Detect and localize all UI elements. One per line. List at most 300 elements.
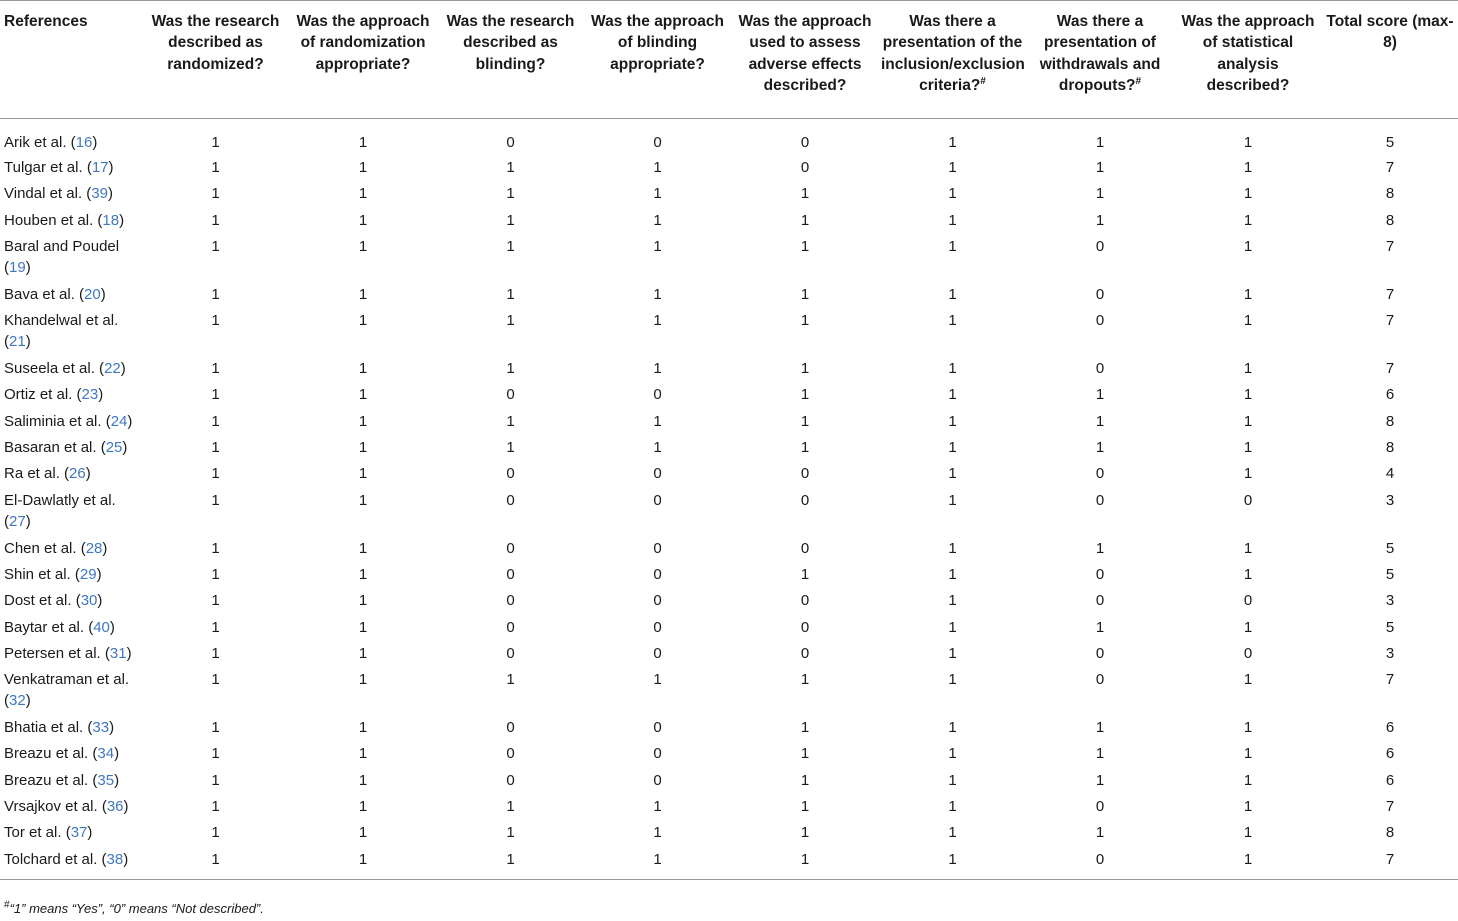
score-cell: 1 xyxy=(506,211,515,229)
score-cell: 0 xyxy=(1095,592,1105,610)
reference-cell xyxy=(0,793,142,819)
score-cell: 1 xyxy=(211,771,220,789)
score-cell: 0 xyxy=(1095,491,1105,509)
score-cell: 1 xyxy=(1243,211,1253,229)
total-score-cell: 3 xyxy=(1385,644,1395,662)
table-row xyxy=(0,180,1458,206)
score-cell: 0 xyxy=(506,491,515,509)
score-cell: 1 xyxy=(211,824,220,842)
reference-close-paren: ) xyxy=(109,719,115,737)
reference-cell xyxy=(0,434,142,460)
citation-link[interactable]: 25 xyxy=(105,439,123,457)
score-cell: 1 xyxy=(948,671,957,689)
reference-cell xyxy=(0,640,142,666)
reference-cell xyxy=(0,460,142,486)
score-cell: 1 xyxy=(948,159,957,176)
score-cell: 1 xyxy=(653,412,662,430)
score-cell: 1 xyxy=(358,592,368,610)
score-cell: 1 xyxy=(1243,159,1253,176)
score-cell: 1 xyxy=(211,134,220,151)
score-cell: 1 xyxy=(358,618,368,636)
score-cell: 0 xyxy=(1243,592,1253,610)
reference-name: Tolchard et al. ( xyxy=(4,850,107,868)
citation-link[interactable]: 35 xyxy=(97,771,115,789)
reference-name: Breazu et al. ( xyxy=(4,771,98,789)
header-adverse-effects: Was the approach used to assess adverse effects described? xyxy=(731,1,879,119)
score-cell: 1 xyxy=(1095,386,1105,404)
score-cell: 0 xyxy=(800,539,810,557)
score-cell: 1 xyxy=(1095,211,1105,229)
reference-cell xyxy=(0,180,142,206)
reference-cell xyxy=(0,233,142,281)
score-cell: 1 xyxy=(948,618,957,636)
score-cell: 1 xyxy=(1243,771,1253,789)
score-cell: 1 xyxy=(506,360,515,378)
reference-cell xyxy=(0,846,142,880)
score-cell: 1 xyxy=(506,439,515,457)
score-cell: 0 xyxy=(800,644,810,662)
reference-cell xyxy=(0,307,142,355)
score-cell: 1 xyxy=(358,539,368,557)
score-cell: 1 xyxy=(211,312,220,330)
score-cell: 1 xyxy=(948,439,957,457)
score-cell: 1 xyxy=(211,491,220,509)
total-score-cell: 3 xyxy=(1385,592,1395,610)
score-cell: 0 xyxy=(506,592,515,610)
score-cell: 1 xyxy=(1095,412,1105,430)
total-score-cell: 8 xyxy=(1385,211,1395,229)
score-cell: 1 xyxy=(948,539,957,557)
header-randomization-appropriate: Was the approach of randomization appropriate? xyxy=(289,1,437,119)
reference-cell xyxy=(0,819,142,845)
score-cell: 1 xyxy=(948,798,957,816)
reference-close-paren: ) xyxy=(100,285,106,303)
score-cell: 1 xyxy=(948,491,957,509)
table-row xyxy=(0,119,1458,155)
score-cell: 1 xyxy=(800,771,810,789)
score-cell: 1 xyxy=(948,134,957,151)
score-cell: 1 xyxy=(800,285,810,303)
score-cell: 1 xyxy=(948,312,957,330)
score-cell: 1 xyxy=(948,824,957,842)
score-cell: 1 xyxy=(653,185,662,203)
score-cell: 1 xyxy=(1095,618,1105,636)
score-cell: 1 xyxy=(800,824,810,842)
score-cell: 1 xyxy=(358,412,368,430)
total-score-cell: 7 xyxy=(1385,798,1395,816)
score-cell: 0 xyxy=(1095,671,1105,689)
score-cell: 1 xyxy=(653,159,662,176)
reference-close-paren: ) xyxy=(97,592,103,610)
citation-link[interactable]: 38 xyxy=(106,850,124,868)
score-cell: 1 xyxy=(1243,412,1253,430)
score-cell: 1 xyxy=(800,798,810,816)
score-cell: 1 xyxy=(211,211,220,229)
reference-cell xyxy=(0,381,142,407)
reference-close-paren: ) xyxy=(114,771,120,789)
total-score-cell: 6 xyxy=(1385,719,1395,737)
header-withdrawals: Was there a presentation of withdrawals and dropouts?# xyxy=(1026,1,1174,119)
citation-link[interactable]: 27 xyxy=(9,512,26,530)
score-cell: 0 xyxy=(506,745,515,763)
reference-name: Baytar et al. ( xyxy=(4,618,94,636)
citation-link[interactable]: 23 xyxy=(81,386,99,404)
score-cell: 1 xyxy=(358,439,368,457)
reference-cell xyxy=(0,535,142,561)
score-cell: 0 xyxy=(506,771,515,789)
score-cell: 0 xyxy=(800,592,810,610)
score-cell: 1 xyxy=(800,185,810,203)
score-cell: 1 xyxy=(358,134,368,151)
score-cell: 1 xyxy=(211,412,220,430)
score-cell: 1 xyxy=(800,745,810,763)
citation-link[interactable]: 34 xyxy=(97,745,115,763)
score-cell: 1 xyxy=(1243,237,1253,255)
score-cell: 1 xyxy=(948,386,957,404)
score-cell: 1 xyxy=(1243,565,1253,583)
table-row xyxy=(0,460,1458,486)
total-score-cell: 7 xyxy=(1385,159,1395,176)
score-cell: 1 xyxy=(653,798,662,816)
citation-link[interactable]: 22 xyxy=(104,360,121,378)
score-cell: 1 xyxy=(1095,539,1105,557)
reference-name: Houben et al. ( xyxy=(4,211,103,229)
header-references: References xyxy=(0,1,142,119)
reference-cell xyxy=(0,614,142,640)
total-score-cell: 5 xyxy=(1385,539,1395,557)
reference-name: Basaran et al. ( xyxy=(4,439,106,457)
reference-name: Ortiz et al. ( xyxy=(4,386,82,404)
header-mark: # xyxy=(980,76,986,88)
reference-name: Petersen et al. ( xyxy=(4,644,110,662)
score-cell: 1 xyxy=(800,237,810,255)
total-score-cell: 5 xyxy=(1385,134,1395,151)
citation-link[interactable]: 32 xyxy=(9,692,26,710)
citation-link[interactable]: 24 xyxy=(110,412,128,430)
score-cell: 1 xyxy=(211,465,220,483)
score-cell: 0 xyxy=(506,565,515,583)
score-cell: 1 xyxy=(211,850,220,868)
score-cell: 1 xyxy=(948,745,957,763)
score-cell: 1 xyxy=(800,671,810,689)
reference-close-paren: ) xyxy=(25,512,31,530)
reference-close-paren: ) xyxy=(122,439,128,457)
score-cell: 1 xyxy=(948,592,957,610)
reference-cell xyxy=(0,281,142,307)
total-score-cell: 7 xyxy=(1385,850,1395,868)
score-cell: 1 xyxy=(653,211,662,229)
total-score-cell: 7 xyxy=(1385,237,1395,255)
reference-cell xyxy=(0,119,142,155)
score-cell: 1 xyxy=(358,159,368,176)
total-score-cell: 7 xyxy=(1385,285,1395,303)
citation-link[interactable]: 17 xyxy=(91,159,109,176)
score-cell: 1 xyxy=(506,671,515,689)
table-row xyxy=(0,640,1458,666)
reference-name: Arik et al. ( xyxy=(4,134,76,151)
score-cell: 0 xyxy=(506,539,515,557)
table-row xyxy=(0,767,1458,793)
reference-name: Baral and Poudel ( xyxy=(4,237,120,277)
score-cell: 1 xyxy=(358,491,368,509)
score-cell: 1 xyxy=(211,592,220,610)
total-score-cell: 7 xyxy=(1385,312,1395,330)
score-cell: 1 xyxy=(1243,671,1253,689)
score-cell: 1 xyxy=(211,159,220,176)
table-row xyxy=(0,846,1458,880)
reference-cell xyxy=(0,207,142,233)
score-cell: 1 xyxy=(653,439,662,457)
citation-link[interactable]: 39 xyxy=(91,185,108,203)
reference-cell xyxy=(0,714,142,740)
total-score-cell: 4 xyxy=(1385,465,1395,483)
reference-cell xyxy=(0,666,142,714)
score-cell: 0 xyxy=(506,386,515,404)
reference-close-paren: ) xyxy=(92,134,98,151)
score-cell: 0 xyxy=(653,491,662,509)
score-cell: 1 xyxy=(1095,824,1105,842)
table-row xyxy=(0,561,1458,587)
score-cell: 1 xyxy=(1243,439,1253,457)
score-cell: 1 xyxy=(800,565,810,583)
total-score-cell: 8 xyxy=(1385,412,1395,430)
citation-link[interactable]: 21 xyxy=(9,333,26,351)
score-cell: 1 xyxy=(358,644,368,662)
score-cell: 1 xyxy=(653,824,662,842)
score-cell: 0 xyxy=(653,565,662,583)
reference-close-paren: ) xyxy=(119,211,125,229)
header-inclusion-exclusion: Was there a presentation of the inclusion/exclusion criteria?# xyxy=(879,1,1026,119)
score-cell: 0 xyxy=(800,159,810,176)
score-cell: 1 xyxy=(800,211,810,229)
score-cell: 0 xyxy=(1243,491,1253,509)
score-cell: 1 xyxy=(1095,771,1105,789)
reference-name: Bhatia et al. ( xyxy=(4,719,93,737)
score-cell: 1 xyxy=(948,185,957,203)
score-cell: 1 xyxy=(1243,719,1253,737)
score-cell: 1 xyxy=(1095,745,1105,763)
score-cell: 0 xyxy=(800,491,810,509)
citation-link[interactable]: 26 xyxy=(69,465,86,483)
citation-link[interactable]: 37 xyxy=(70,824,88,842)
score-cell: 0 xyxy=(1243,644,1253,662)
score-cell: 1 xyxy=(506,159,515,176)
score-cell: 1 xyxy=(358,565,368,583)
score-cell: 1 xyxy=(506,798,515,816)
score-cell: 1 xyxy=(1095,185,1105,203)
reference-cell xyxy=(0,154,142,180)
score-cell: 0 xyxy=(1095,644,1105,662)
reference-close-paren: ) xyxy=(96,565,102,583)
citation-link[interactable]: 29 xyxy=(79,565,97,583)
score-cell: 0 xyxy=(1095,360,1105,378)
score-cell: 1 xyxy=(800,412,810,430)
score-cell: 1 xyxy=(1243,465,1253,483)
reference-name: Khandelwal et al. ( xyxy=(4,312,119,351)
score-cell: 1 xyxy=(211,719,220,737)
reference-close-paren: ) xyxy=(127,412,133,430)
score-cell: 1 xyxy=(948,211,957,229)
reference-close-paren: ) xyxy=(102,539,108,557)
total-score-cell: 8 xyxy=(1385,439,1395,457)
score-cell: 1 xyxy=(211,644,220,662)
header-blinding: Was the research described as blinding? xyxy=(437,1,584,119)
score-cell: 0 xyxy=(506,465,515,483)
total-score-cell: 7 xyxy=(1385,671,1395,689)
reference-name: Bava et al. ( xyxy=(4,285,85,303)
score-cell: 0 xyxy=(506,134,515,151)
score-cell: 0 xyxy=(653,134,662,151)
citation-link[interactable]: 40 xyxy=(93,618,110,636)
score-cell: 1 xyxy=(211,439,220,457)
reference-cell xyxy=(0,767,142,793)
table-row xyxy=(0,307,1458,355)
citation-link[interactable]: 31 xyxy=(109,644,127,662)
score-cell: 1 xyxy=(506,185,515,203)
score-cell: 0 xyxy=(653,592,662,610)
citation-link[interactable]: 19 xyxy=(9,259,26,277)
score-cell: 0 xyxy=(653,771,662,789)
total-score-cell: 8 xyxy=(1385,824,1395,842)
score-cell: 1 xyxy=(948,771,957,789)
score-cell: 1 xyxy=(506,850,515,868)
score-cell: 1 xyxy=(358,745,368,763)
header-mark: # xyxy=(1135,76,1142,88)
score-cell: 1 xyxy=(506,285,515,303)
total-score-cell: 7 xyxy=(1385,360,1395,378)
score-cell: 1 xyxy=(1243,312,1253,330)
score-cell: 1 xyxy=(211,798,220,816)
reference-close-paren: ) xyxy=(107,185,113,203)
citation-link[interactable]: 36 xyxy=(106,798,124,816)
score-cell: 1 xyxy=(948,565,957,583)
score-cell: 1 xyxy=(506,237,515,255)
score-cell: 1 xyxy=(358,185,368,203)
citation-link[interactable]: 16 xyxy=(75,134,93,151)
score-cell: 1 xyxy=(800,386,810,404)
reference-name: Suseela et al. ( xyxy=(4,360,105,378)
score-cell: 1 xyxy=(653,850,662,868)
total-score-cell: 6 xyxy=(1385,771,1395,789)
citation-link[interactable]: 30 xyxy=(80,592,98,610)
score-cell: 1 xyxy=(506,824,515,842)
score-cell: 1 xyxy=(653,237,662,255)
table-row xyxy=(0,381,1458,407)
score-cell: 1 xyxy=(1095,439,1105,457)
table-body xyxy=(0,119,1458,880)
reference-name: Dost et al. ( xyxy=(4,592,81,610)
table-row xyxy=(0,714,1458,740)
score-cell: 1 xyxy=(211,360,220,378)
score-cell: 1 xyxy=(506,312,515,330)
score-cell: 1 xyxy=(948,465,957,483)
score-cell: 1 xyxy=(948,719,957,737)
table-row xyxy=(0,434,1458,460)
total-score-cell: 5 xyxy=(1385,618,1395,636)
score-cell: 1 xyxy=(800,850,810,868)
table-row xyxy=(0,154,1458,180)
score-cell: 1 xyxy=(948,237,957,255)
score-cell: 1 xyxy=(211,618,220,636)
header-row xyxy=(0,1,1458,119)
citation-link[interactable]: 28 xyxy=(85,539,103,557)
reference-close-paren: ) xyxy=(25,259,31,277)
score-cell: 1 xyxy=(653,360,662,378)
score-cell: 1 xyxy=(358,211,368,229)
score-cell: 1 xyxy=(800,439,810,457)
score-cell: 1 xyxy=(1095,134,1105,151)
header-statistical-analysis: Was the approach of statistical analysis described? xyxy=(1174,1,1322,119)
score-cell: 1 xyxy=(211,185,220,203)
score-cell: 0 xyxy=(1095,565,1105,583)
score-cell: 1 xyxy=(358,237,368,255)
reference-name: Shin et al. ( xyxy=(4,565,80,583)
reference-cell xyxy=(0,740,142,766)
score-cell: 1 xyxy=(948,644,957,662)
table-row xyxy=(0,207,1458,233)
score-cell: 0 xyxy=(653,618,662,636)
score-cell: 0 xyxy=(506,618,515,636)
citation-link[interactable]: 18 xyxy=(102,211,120,229)
footnote xyxy=(4,901,264,916)
score-cell: 1 xyxy=(358,719,368,737)
score-cell: 1 xyxy=(1243,539,1253,557)
score-cell: 1 xyxy=(800,360,810,378)
total-score-cell: 3 xyxy=(1385,491,1395,509)
score-cell: 1 xyxy=(358,386,368,404)
citation-link[interactable]: 33 xyxy=(92,719,110,737)
score-cell: 1 xyxy=(800,719,810,737)
score-cell: 1 xyxy=(211,539,220,557)
score-cell: 1 xyxy=(1243,285,1253,303)
table-row xyxy=(0,793,1458,819)
score-cell: 1 xyxy=(506,412,515,430)
score-cell: 0 xyxy=(800,134,810,151)
reference-cell xyxy=(0,587,142,613)
score-cell: 1 xyxy=(1243,745,1253,763)
reference-name: Breazu et al. ( xyxy=(4,745,98,763)
score-cell: 1 xyxy=(211,671,220,689)
citation-link[interactable]: 20 xyxy=(84,285,101,303)
reference-name: Vindal et al. ( xyxy=(4,185,92,203)
reference-name: Venkatraman et al. ( xyxy=(4,671,130,710)
score-cell: 1 xyxy=(211,237,220,255)
score-cell: 1 xyxy=(1243,850,1253,868)
score-cell: 0 xyxy=(653,644,662,662)
score-cell: 0 xyxy=(653,745,662,763)
reference-close-paren: ) xyxy=(87,824,93,842)
score-cell: 1 xyxy=(653,671,662,689)
score-cell: 1 xyxy=(1095,719,1105,737)
score-cell: 1 xyxy=(800,312,810,330)
table-row xyxy=(0,666,1458,714)
score-cell: 1 xyxy=(1243,386,1253,404)
score-cell: 1 xyxy=(653,312,662,330)
footnote-text: “1” means “Yes”, “0” means “Not described”. xyxy=(9,901,264,916)
score-cell: 0 xyxy=(1095,285,1105,303)
score-cell: 0 xyxy=(800,618,810,636)
score-cell: 1 xyxy=(211,745,220,763)
reference-name: Chen et al. ( xyxy=(4,539,86,557)
score-cell: 1 xyxy=(1095,159,1105,176)
reference-cell xyxy=(0,408,142,434)
reference-cell xyxy=(0,561,142,587)
score-cell: 1 xyxy=(948,285,957,303)
score-cell: 1 xyxy=(358,850,368,868)
table-row xyxy=(0,740,1458,766)
reference-close-paren: ) xyxy=(25,692,31,710)
total-score-cell: 5 xyxy=(1385,565,1395,583)
